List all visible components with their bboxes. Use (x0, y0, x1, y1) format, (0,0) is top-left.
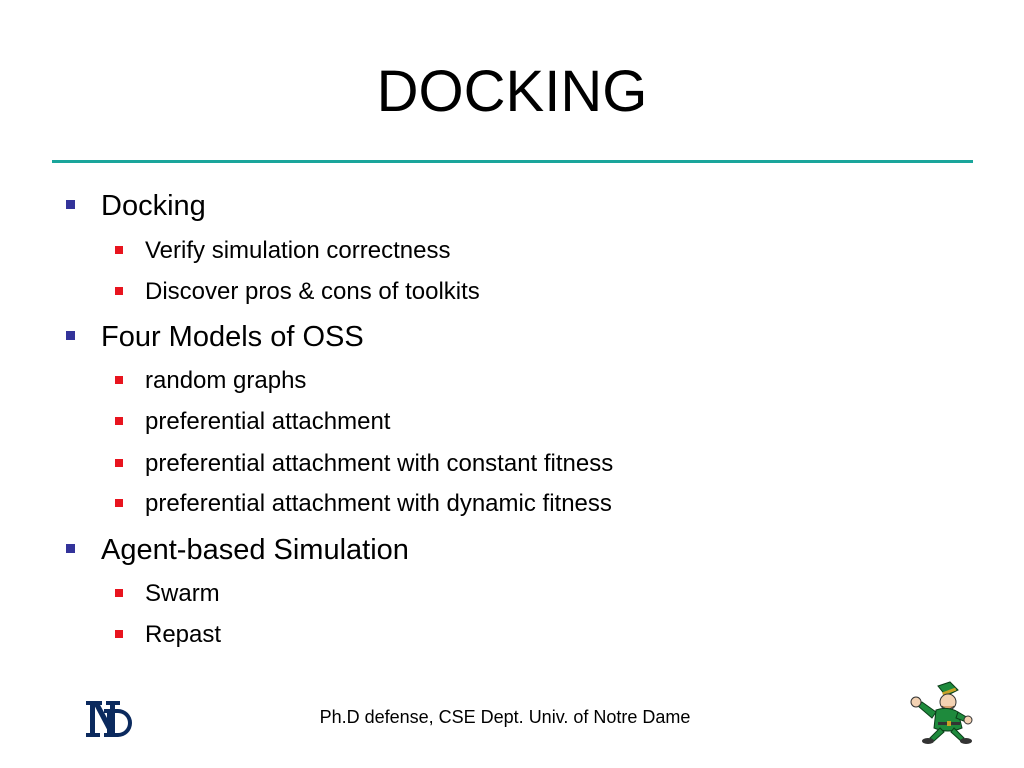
sub-bullet-text: Discover pros & cons of toolkits (145, 278, 480, 305)
sub-bullet-text: Swarm (145, 580, 220, 607)
bullet-text: Docking (101, 190, 206, 222)
sub-bullet-item (145, 580, 220, 608)
sub-bullet-text: preferential attachment (145, 408, 391, 435)
square-bullet-icon (66, 544, 75, 553)
sub-bullet-text: random graphs (145, 367, 307, 394)
square-bullet-icon (115, 459, 123, 467)
sub-bullet-item (145, 621, 221, 649)
slide-footer: Ph.D defense, CSE Dept. Univ. of Notre Dame (319, 707, 691, 727)
sub-bullet-text: Repast (145, 621, 222, 648)
bullet-text: Four Models of OSS (101, 321, 364, 353)
square-bullet-icon (115, 589, 123, 597)
bullet-item (101, 189, 206, 223)
sub-bullet-item (145, 408, 390, 436)
sub-bullet-item (145, 367, 306, 395)
notre-dame-nd-monogram-icon (84, 695, 134, 743)
sub-bullet-item (145, 490, 612, 518)
square-bullet-icon (115, 287, 123, 295)
square-bullet-icon (115, 246, 123, 254)
sub-bullet-item (145, 237, 450, 265)
square-bullet-icon (66, 200, 75, 209)
slide-title: DOCKING (376, 59, 648, 124)
sub-bullet-item (145, 450, 613, 478)
title-divider (52, 160, 973, 163)
bullet-item (101, 320, 364, 354)
bullet-text: Agent-based Simulation (101, 534, 409, 566)
fighting-irish-leprechaun-icon (902, 680, 976, 746)
square-bullet-icon (66, 331, 75, 340)
square-bullet-icon (115, 376, 123, 384)
square-bullet-icon (115, 630, 123, 638)
sub-bullet-text: Verify simulation correctness (145, 237, 451, 264)
sub-bullet-text: preferential attachment with constant fitness (145, 450, 614, 477)
square-bullet-icon (115, 417, 123, 425)
sub-bullet-item (145, 278, 480, 306)
bullet-item (101, 533, 409, 567)
square-bullet-icon (115, 499, 123, 507)
sub-bullet-text: preferential attachment with dynamic fitness (145, 490, 612, 517)
